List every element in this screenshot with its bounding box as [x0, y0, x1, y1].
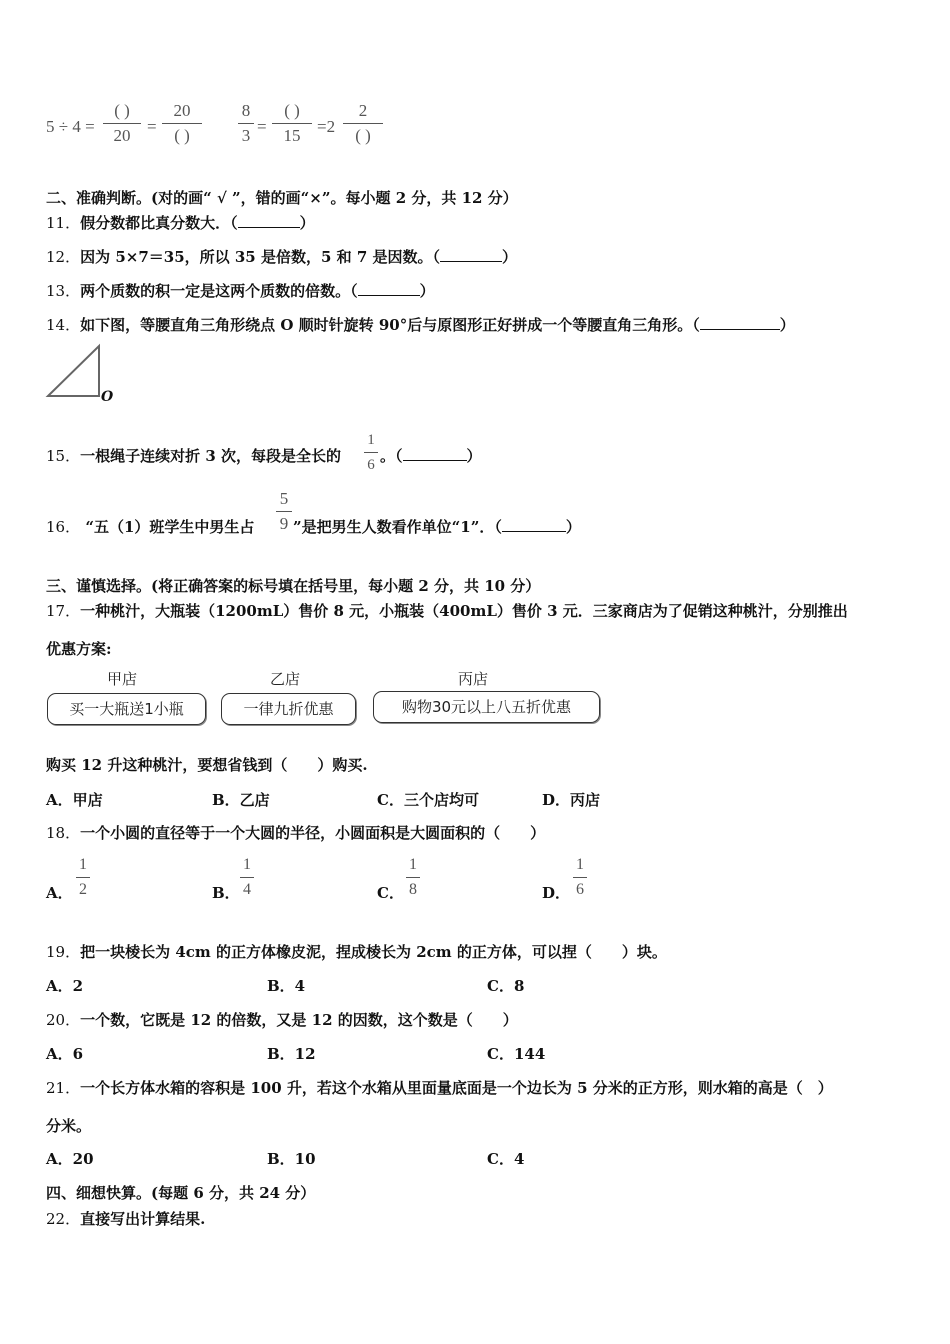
q16-after — [293, 516, 581, 537]
q11-text: 假分数都比真分数大．（ — [80, 214, 238, 232]
q22-number: 22． — [46, 1210, 81, 1228]
eq1-f2-numerator: 20 — [173, 101, 191, 120]
q19-text: 把一块棱长为 4cm 的正方体橡皮泥，捏成棱长为 2cm 的正方体，可以捏（ ）块。 — [80, 943, 667, 961]
q21-option-a[interactable]: A．20 — [46, 1150, 94, 1168]
store-bing-label: 丙店 — [458, 670, 489, 688]
q12-number: 12． — [46, 248, 81, 266]
q15-fraction — [364, 430, 378, 475]
eq1-equals: = — [147, 117, 157, 136]
q16-number: 16． — [46, 518, 81, 536]
eq2-equals-1: = — [257, 117, 267, 136]
fraction-bar — [573, 877, 587, 878]
q15-text: 一根绳子连续对折 3 次，每段是全长的 — [80, 447, 341, 465]
question-18 — [46, 822, 545, 843]
q15-answer-blank[interactable] — [403, 447, 467, 461]
q20-option-b[interactable]: B．12 — [267, 1045, 316, 1063]
q13-text: 两个质数的积一定是这两个质数的倍数。（ — [80, 282, 358, 300]
section-3-heading: 三、谨慎选择。(将正确答案的标号填在括号里，每小题 2 分，共 10 分） — [46, 577, 541, 595]
q18-option-d-label: D． — [542, 884, 571, 902]
q16-text: “五（1）班学生中男生占 — [85, 518, 255, 536]
q22-text: 直接写出计算结果. — [80, 1210, 206, 1228]
eq1-lhs: 5 ÷ 4 = — [46, 117, 95, 136]
q15-text-line — [46, 445, 341, 466]
q17-question: 购买 12 升这种桃汁，要想省钱到（ ）购买. — [46, 756, 368, 774]
eq2-equals-2: =2 — [317, 117, 336, 136]
eq1-fraction-1 — [103, 101, 141, 146]
q17-option-a[interactable]: A．甲店 — [46, 791, 103, 809]
q19-number: 19． — [46, 943, 81, 961]
store-jia-label: 甲店 — [107, 670, 138, 688]
q15-fraction-numerator: 1 — [367, 432, 375, 448]
q18-text: 一个小圆的直径等于一个大圆的半径，小圆面积是大圆面积的（ ） — [80, 824, 546, 842]
q13-number: 13． — [46, 282, 81, 300]
q14-number: 14． — [46, 316, 81, 334]
q21-line-2: 分米。 — [46, 1117, 92, 1135]
q18-option-a-label: A． — [46, 884, 73, 902]
q21-option-c[interactable]: C．4 — [487, 1150, 525, 1168]
q20-number: 20． — [46, 1011, 81, 1029]
q14-answer-blank[interactable] — [700, 316, 780, 330]
eq2-fraction-1 — [272, 101, 312, 146]
q13-answer-blank[interactable] — [358, 282, 420, 296]
eq1-f1-numerator: ( ) — [114, 101, 130, 120]
q13-close: ） — [419, 282, 435, 300]
q19-option-c[interactable]: C．8 — [487, 977, 525, 995]
q21-text: 一个长方体水箱的容积是 100 升，若这个水箱从里面量底面是一个边长为 5 分米的正方形，则水箱的高是（ ） — [80, 1079, 833, 1097]
eq2-fraction-0 — [238, 101, 254, 146]
eq2-f1-denominator: 15 — [283, 126, 301, 145]
q18-option-b-fraction — [240, 855, 254, 900]
q15-number: 15． — [46, 447, 81, 465]
q11-number: 11． — [46, 214, 81, 232]
q15-after-text: 。（ — [380, 447, 403, 465]
question-20 — [46, 1009, 518, 1030]
question-11 — [46, 212, 315, 233]
q17-text: 一种桃汁，大瓶装（1200mL）售价 8 元，小瓶装（400mL）售价 3 元．三家商店为了促销这种桃汁，分别推出 — [80, 602, 848, 620]
q21-number: 21． — [46, 1079, 81, 1097]
q21-line-1 — [46, 1077, 833, 1098]
fraction-bar — [406, 877, 420, 878]
fraction-numerator: 1 — [409, 856, 417, 873]
fraction-denominator: 8 — [409, 881, 417, 898]
q17-option-d[interactable]: D．丙店 — [542, 791, 601, 809]
fraction-bar — [240, 877, 254, 878]
q11-close: ） — [299, 214, 315, 232]
q20-text: 一个数，它既是 12 的倍数，又是 12 的因数，这个数是（ ） — [80, 1011, 518, 1029]
store-yi-label: 乙店 — [270, 670, 301, 688]
question-14 — [46, 314, 795, 335]
q17-line-2: 优惠方案: — [46, 640, 112, 658]
q17-option-c[interactable]: C．三个店均可 — [377, 791, 479, 809]
section-4-heading: 四、细想快算。(每题 6 分，共 24 分） — [46, 1184, 316, 1202]
q18-option-c-fraction — [406, 855, 420, 900]
eq2-f0-numerator: 8 — [241, 101, 251, 120]
store-yi-offer: 一律九折优惠 — [221, 693, 356, 725]
q16-fraction — [276, 489, 292, 534]
fraction-denominator: 6 — [576, 881, 584, 898]
fraction-bar — [272, 123, 312, 124]
eq1-f2-denominator: ( ) — [174, 126, 190, 145]
q16-fraction-numerator: 5 — [279, 489, 289, 508]
section-2-heading: 二、准确判断。(对的画“ √ ”，错的画“×”。每小题 2 分，共 12 分） — [46, 189, 518, 207]
q17-line-1 — [46, 600, 848, 621]
question-22 — [46, 1208, 205, 1229]
question-13 — [46, 280, 435, 301]
q15-fraction-denominator: 6 — [367, 457, 375, 473]
isosceles-right-triangle — [48, 346, 99, 396]
q17-number: 17． — [46, 602, 81, 620]
q17-option-b[interactable]: B．乙店 — [212, 791, 270, 809]
fraction-numerator: 1 — [576, 856, 584, 873]
point-o-label: O — [101, 389, 114, 405]
fraction-numerator: 1 — [243, 856, 251, 873]
q12-text: 因为 5×7＝35，所以 35 是倍数，5 和 7 是因数。（ — [80, 248, 440, 266]
fraction-bar — [364, 452, 378, 453]
q20-option-a[interactable]: A．6 — [46, 1045, 84, 1063]
question-19 — [46, 941, 667, 962]
store-jia-offer: 买一大瓶送1小瓶 — [47, 693, 206, 725]
fraction-bar — [76, 877, 90, 878]
q21-option-b[interactable]: B．10 — [267, 1150, 316, 1168]
store-bing-offer: 购物30元以上八五折优惠 — [373, 691, 600, 723]
q20-option-c[interactable]: C．144 — [487, 1045, 546, 1063]
q11-answer-blank[interactable] — [238, 214, 300, 228]
question-12 — [46, 246, 517, 267]
fraction-denominator: 4 — [243, 881, 251, 898]
q15-close: ） — [466, 447, 482, 465]
q18-option-d-fraction — [573, 855, 587, 900]
fraction-denominator: 2 — [79, 881, 87, 898]
q12-answer-blank[interactable] — [440, 248, 502, 262]
fraction-bar — [238, 123, 254, 124]
q18-number: 18． — [46, 824, 81, 842]
q19-option-b[interactable]: B．4 — [267, 977, 306, 995]
q16-answer-blank[interactable] — [502, 518, 566, 532]
q15-after — [380, 445, 482, 466]
q18-option-c-label: C． — [377, 884, 404, 902]
eq2-f0-denominator: 3 — [241, 126, 251, 145]
q18-option-b-label: B． — [212, 884, 240, 902]
q18-option-a-fraction — [76, 855, 90, 900]
q16-after-text: ”是把男生人数看作单位“1”．（ — [293, 518, 502, 536]
eq2-f2-numerator: 2 — [358, 101, 368, 120]
q16-text-line — [46, 516, 254, 537]
q12-close: ） — [502, 248, 518, 266]
eq1-f1-denominator: 20 — [113, 126, 131, 145]
fraction-bar — [276, 511, 292, 512]
fraction-bar — [103, 123, 141, 124]
fraction-bar — [162, 123, 202, 124]
eq2-fraction-2 — [343, 101, 383, 146]
eq2-f2-denominator: ( ) — [355, 126, 371, 145]
eq1-fraction-2 — [162, 101, 202, 146]
eq2-f1-numerator: ( ) — [284, 101, 300, 120]
q16-fraction-denominator: 9 — [279, 514, 289, 533]
q14-close: ） — [779, 316, 795, 334]
q14-text: 如下图，等腰直角三角形绕点 O 顺时针旋转 90°后与原图形正好拼成一个等腰直角三角形。（ — [80, 316, 700, 334]
fraction-numerator: 1 — [79, 856, 87, 873]
q16-close: ） — [565, 518, 581, 536]
fraction-bar — [343, 123, 383, 124]
q19-option-a[interactable]: A．2 — [46, 977, 84, 995]
